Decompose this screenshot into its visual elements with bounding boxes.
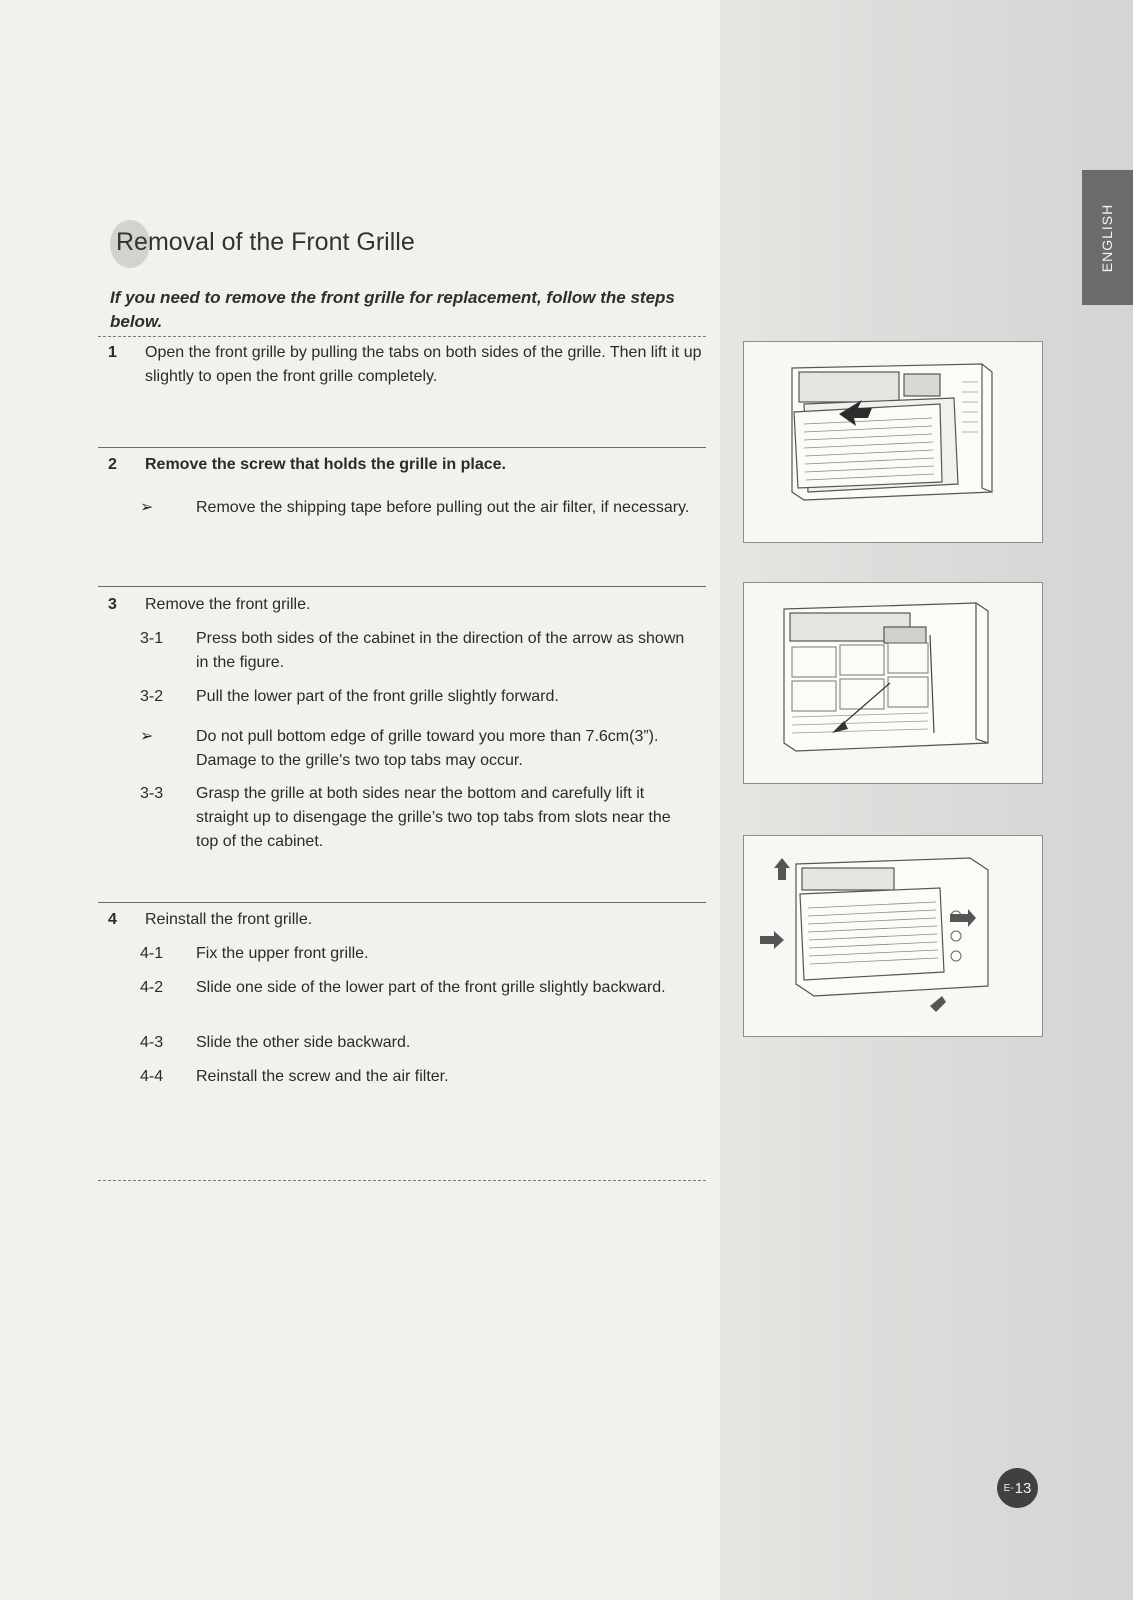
page-number: 13	[1014, 1479, 1032, 1497]
figure-pull-grille	[743, 582, 1043, 784]
substep-label: 4-3	[140, 1034, 164, 1051]
figure-open-grille	[743, 341, 1043, 543]
substep-text: Grasp the grille at both sides near the bottom and carefully lift it straight up to disengage the grille’s two top tabs from slots near the top of the cabinet.	[196, 785, 671, 850]
step-text: Remove the front grille.	[145, 596, 311, 613]
divider	[98, 902, 706, 903]
divider	[98, 586, 706, 587]
language-tab[interactable]	[1082, 170, 1133, 305]
step-number: 2	[108, 456, 117, 473]
substep-label: 4-4	[140, 1068, 164, 1085]
note-text: Remove the shipping tape before pulling out the air filter, if necessary.	[196, 499, 690, 516]
intro-text: If you need to remove the front grille for replacement, follow the steps below.	[110, 288, 675, 331]
divider	[98, 447, 706, 448]
note-arrow-icon: ➢	[140, 728, 154, 745]
arrow-up-icon	[774, 858, 790, 880]
substep-label: 3-2	[140, 688, 164, 705]
step-text: Open the front grille by pulling the tabs on both sides of the grille. Then lift it up slightly to open the front grille completely.	[145, 344, 702, 385]
divider	[98, 1180, 706, 1181]
step-number: 3	[108, 596, 117, 613]
substep-text: Do not pull bottom edge of grille toward you more than 7.6cm(3”). Damage to the grille's two top tabs may occur.	[196, 728, 659, 769]
substep-label: 4-1	[140, 945, 164, 962]
arrow-down-icon	[930, 996, 946, 1012]
air-conditioner-illustration	[744, 836, 1042, 1036]
page-number-badge	[997, 1468, 1038, 1508]
arrow-right-icon	[760, 931, 784, 949]
air-conditioner-illustration	[744, 583, 1042, 783]
step-text: Reinstall the front grille.	[145, 911, 313, 928]
section-title: Removal of the Front Grille	[116, 228, 415, 256]
language-tab-label: ENGLISH	[1099, 203, 1116, 272]
substep-text: Slide one side of the lower part of the front grille slightly backward.	[196, 979, 666, 996]
substep-label: 3-1	[140, 630, 164, 647]
substep-label: 4-2	[140, 979, 164, 996]
divider	[98, 336, 706, 337]
air-conditioner-illustration	[744, 342, 1042, 542]
note-arrow-icon: ➢	[140, 499, 154, 516]
substep-text: Pull the lower part of the front grille slightly forward.	[196, 688, 559, 705]
step-number: 1	[108, 344, 117, 361]
figure-lift-grille	[743, 835, 1043, 1037]
step-text: Remove the screw that holds the grille in place.	[145, 456, 506, 473]
substep-text: Fix the upper front grille.	[196, 945, 369, 962]
step-1	[108, 341, 708, 391]
substep-text: Press both sides of the cabinet in the direction of the arrow as shown in the figure.	[196, 630, 685, 671]
substep-text: Slide the other side backward.	[196, 1034, 411, 1051]
step-number: 4	[108, 911, 117, 928]
page-prefix: E-	[1003, 1482, 1014, 1494]
right-margin-band	[720, 0, 1133, 1600]
substep-text: Reinstall the screw and the air filter.	[196, 1068, 449, 1085]
substep-label: 3-3	[140, 785, 164, 802]
